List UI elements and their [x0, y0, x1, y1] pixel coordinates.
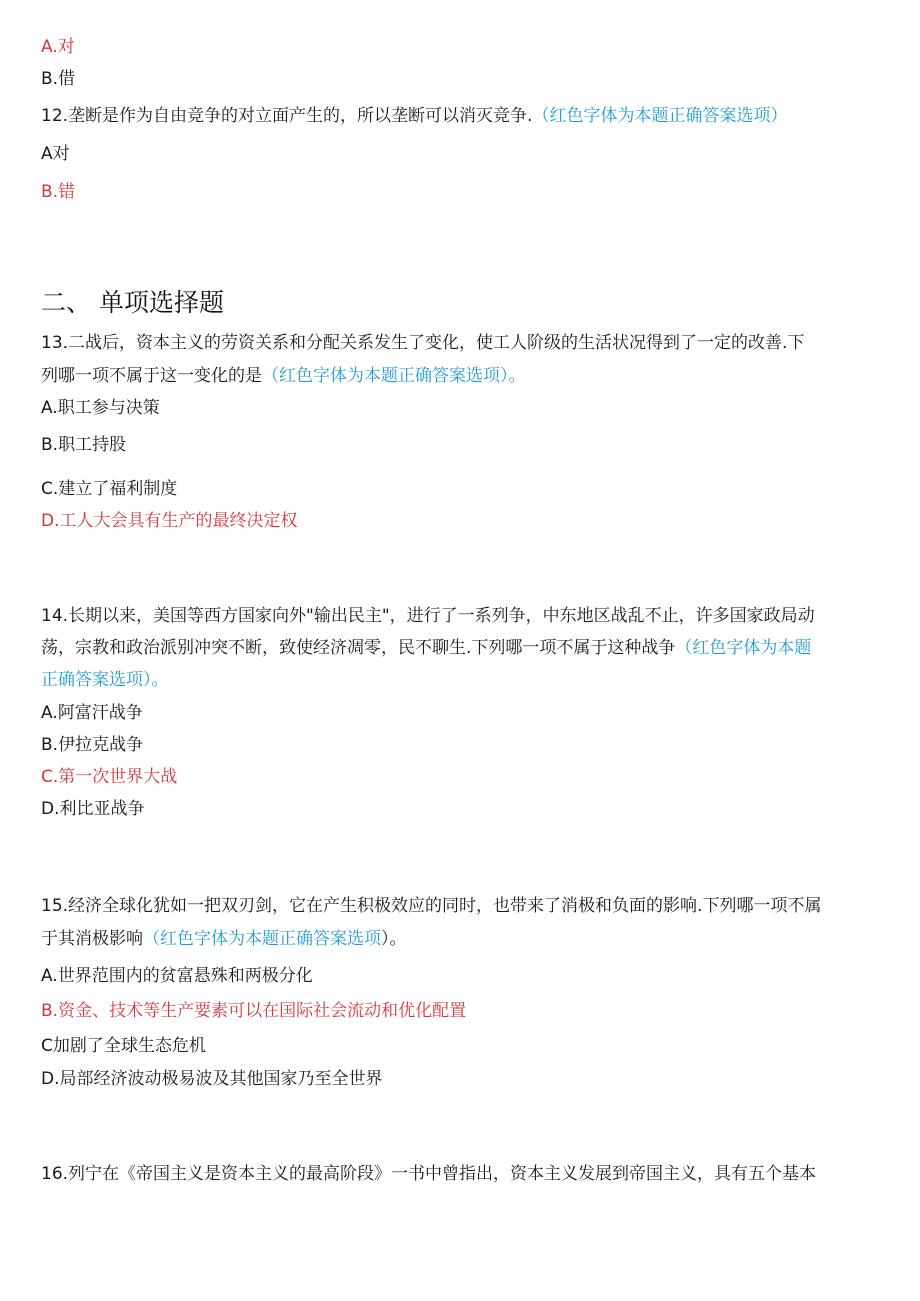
q16-stem-line1: 16.列宁在《帝国主义是资本主义的最高阶段》一书中曾指出，资本主义发展到帝国主义，具有五个基本	[41, 1164, 817, 1184]
q13-stem-line1: 13.二战后，资本主义的劳资关系和分配关系发生了变化，使工人阶级的生活状况得到了一定的改善.下	[41, 333, 805, 353]
q14-stem-text: 荡，宗教和政治派别冲突不断，致使经济凋零，民不聊生.下列哪一项不属于这种战争	[41, 638, 676, 658]
q13-option-d: D.工人大会具有生产的最终决定权	[41, 511, 298, 531]
q15-stem-text: 于其消极影响	[41, 929, 143, 949]
q14-option-b: B.伊拉克战争	[41, 735, 144, 755]
q13-option-b: B.职工持股	[41, 435, 127, 455]
q15-stem-end: ）。	[381, 929, 407, 949]
q15-hint: （红色字体为本题正确答案选项	[143, 929, 381, 949]
q15-option-a: A.世界范围内的贫富悬殊和两极分化	[41, 966, 313, 986]
q12-stem-text: 12.垄断是作为自由竞争的对立面产生的，所以垄断可以消灭竞争.	[41, 106, 533, 126]
q12-option-a: A对	[41, 144, 70, 164]
q13-hint: （红色字体为本题正确答案选项）。	[262, 366, 526, 386]
q14-hint-part2: 正确答案选项）。	[41, 670, 169, 690]
q13-stem-line2	[41, 365, 526, 387]
q15-option-c: C加剧了全球生态危机	[41, 1036, 206, 1056]
q15-stem-line2	[41, 928, 407, 950]
q14-stem-line1: 14.长期以来，美国等西方国家向外"输出民主"，进行了一系列争，中东地区战乱不止，许多国家政局动	[41, 606, 815, 626]
q15-stem-line1: 15.经济全球化犹如一把双刃剑，它在产生积极效应的同时，也带来了消极和负面的影响.下列哪一项不属	[41, 896, 822, 916]
q11-option-a: A.对	[41, 37, 75, 57]
section-title: 二、 单项选择题	[41, 288, 224, 317]
q13-stem-text: 列哪一项不属于这一变化的是	[41, 366, 262, 386]
q14-hint-part1: （红色字体为本题	[675, 638, 812, 658]
q12-option-b: B.错	[41, 182, 76, 202]
q14-stem-line2	[41, 637, 811, 659]
q13-option-a: A.职工参与决策	[41, 398, 160, 418]
q11-option-b: B.借	[41, 69, 76, 89]
q14-option-a: A.阿富汗战争	[41, 703, 143, 723]
q12-hint: （红色字体为本题正确答案选项）	[532, 106, 788, 126]
q14-option-c: C.第一次世界大战	[41, 767, 178, 787]
q14-option-d: D.利比亚战争	[41, 799, 145, 819]
q15-option-b: B.资金、技术等生产要素可以在国际社会流动和优化配置	[41, 1001, 467, 1021]
q12-stem	[41, 105, 787, 127]
q13-option-c: C.建立了福利制度	[41, 479, 178, 499]
q15-option-d: D.局部经济波动极易波及其他国家乃至全世界	[41, 1069, 383, 1089]
